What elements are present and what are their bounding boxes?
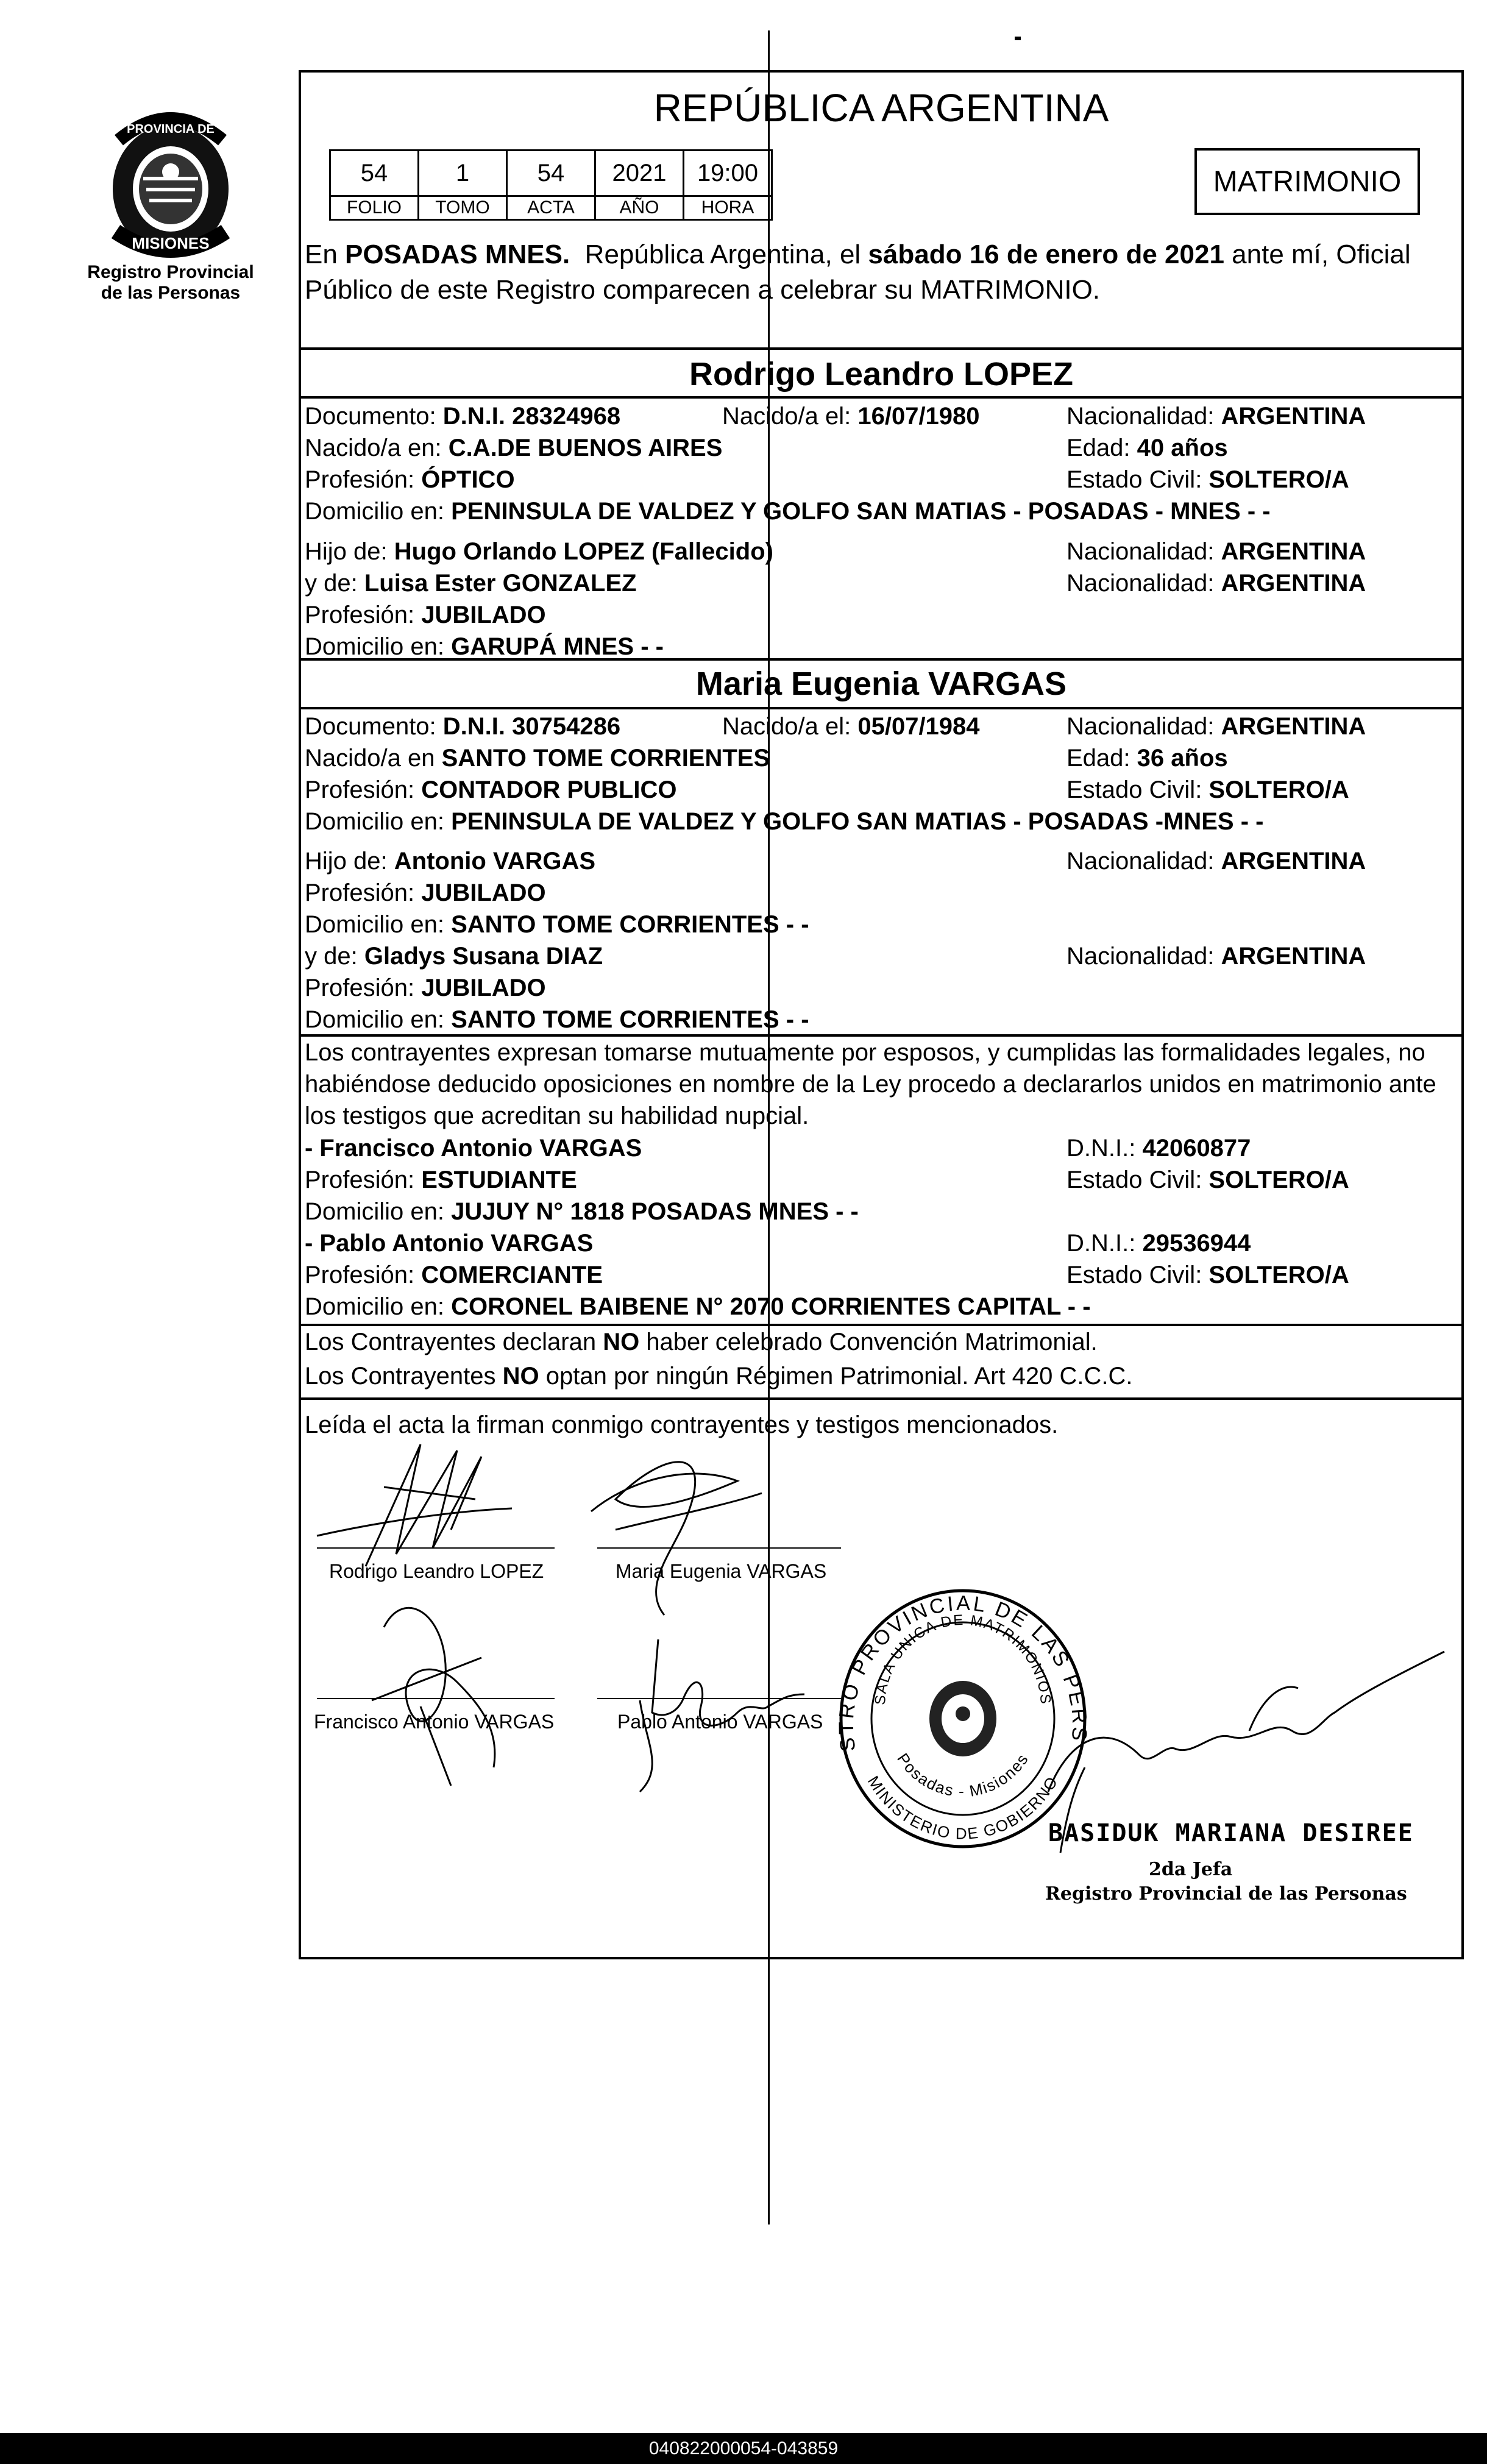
witness1-civil-status — [1066, 1164, 1349, 1196]
spouse2-father-nat: ARGENTINA — [1221, 848, 1366, 875]
label: Profesión: — [305, 602, 422, 628]
label: Nacionalidad: — [1066, 570, 1221, 597]
spouse2-born-in — [305, 742, 770, 774]
witness2-dni-value: 29536944 — [1142, 1230, 1251, 1257]
official-org: Registro Provincial de las Personas — [1045, 1883, 1407, 1905]
official-role: 2da Jefa — [1149, 1859, 1233, 1880]
intro-place: POSADAS MNES. — [345, 240, 570, 269]
hora-value: 19:00 — [684, 151, 772, 196]
spouse1-birthdate: 16/07/1980 — [857, 403, 980, 430]
divider — [299, 1397, 1464, 1400]
label: y de: — [305, 943, 364, 970]
spouse2-mother-nationality — [1066, 940, 1366, 972]
acta-value: 54 — [507, 151, 595, 196]
regime-text: optan por ningún Régimen Patrimonial. Art 420 C.C.C. — [539, 1363, 1133, 1390]
label: Documento: — [305, 713, 443, 740]
label: D.N.I.: — [1066, 1230, 1143, 1257]
regime-no: NO — [502, 1363, 539, 1390]
seal-caption-line2: de las Personas — [101, 283, 241, 303]
label: Nacido/a el: — [722, 713, 858, 740]
official-stamp — [835, 1591, 1091, 1847]
witness2-name — [305, 1227, 593, 1259]
regime-text: Los Contrayentes — [305, 1363, 503, 1390]
spouse2-name: Maria Eugenia VARGAS — [695, 666, 1067, 702]
divider — [299, 347, 1464, 350]
logo-text-top: PROVINCIA DE — [127, 122, 215, 136]
witness1-dni — [1066, 1132, 1251, 1164]
act-type-box — [1194, 148, 1420, 215]
page-title: REPÚBLICA ARGENTINA — [653, 86, 1109, 130]
spouse2-mother-name: Gladys Susana DIAZ — [364, 943, 603, 970]
anio-label: AÑO — [595, 196, 684, 220]
spouse1-born-in — [305, 432, 722, 464]
spouse1-birthplace: C.A.DE BUENOS AIRES — [448, 435, 723, 461]
svg-text:Posadas - Misiones — [893, 1750, 1032, 1800]
signature-name-maria: Maria Eugenia VARGAS — [616, 1560, 827, 1582]
spouse2-born-on — [722, 711, 980, 742]
label: Domicilio en: — [305, 911, 452, 938]
spouse1-document — [305, 400, 620, 432]
witness2-prof: COMERCIANTE — [421, 1262, 603, 1288]
spouse2-document — [305, 711, 620, 742]
spouse1-parents-profession — [305, 599, 546, 631]
spouse2-addr: PENINSULA DE VALDEZ Y GOLFO SAN MATIAS - POSADAS -MNES - - — [451, 808, 1264, 835]
label: Nacido/a en — [305, 745, 442, 772]
stamp-outer-text: STRO PROVINCIAL DE LAS PERS — [834, 1591, 1091, 1753]
spouse1-address — [305, 495, 1271, 527]
declaration-line2: habiéndose deducido oposiciones en nombre de la Ley procedo a declararlos unidos en matrimonio ante — [305, 1071, 1436, 1098]
signatures-area — [299, 1426, 1464, 1926]
spouse2-nationality — [1066, 711, 1366, 742]
witness2-name-value: - Pablo Antonio VARGAS — [305, 1230, 594, 1257]
witness2-profession — [305, 1259, 603, 1291]
spouse1-age-value: 40 años — [1137, 435, 1228, 461]
spouse2-birthplace: SANTO TOME CORRIENTES — [441, 745, 770, 772]
label: Nacido/a en: — [305, 435, 449, 461]
stamp-city-text: Posadas - Misiones — [893, 1750, 1032, 1801]
spouse2-address — [305, 806, 1263, 837]
intro-line2: Público de este Registro comparecen a celebrar su MATRIMONIO. — [305, 275, 1101, 305]
spouse1-dni: D.N.I. 28324968 — [442, 403, 621, 430]
label: Estado Civil: — [1066, 776, 1209, 803]
intro-date: sábado 16 de enero de 2021 — [868, 240, 1224, 269]
spouse2-father-nationality — [1066, 845, 1366, 877]
label: Estado Civil: — [1066, 466, 1209, 493]
spouse2-father-name: Antonio VARGAS — [394, 848, 596, 875]
folio-value: 54 — [330, 151, 419, 196]
spouse1-father-name: Hugo Orlando LOPEZ (Fallecido) — [394, 538, 773, 565]
seal-caption-line1: Registro Provincial — [87, 262, 254, 282]
label: Profesión: — [305, 466, 422, 493]
spouse1-civil-status — [1066, 464, 1349, 495]
tomo-label: TOMO — [419, 196, 507, 220]
declaration-line1: Los contrayentes expresan tomarse mutuamente por esposos, y cumplidas las formalidades legales, no — [305, 1039, 1425, 1066]
spouse1-profession — [305, 464, 515, 495]
signature-francisco — [372, 1608, 495, 1786]
spouse1-name: Rodrigo Leandro LOPEZ — [689, 356, 1073, 392]
label: Nacionalidad: — [1066, 943, 1221, 970]
spouse1-civil: SOLTERO/A — [1208, 466, 1349, 493]
label: Nacionalidad: — [1066, 538, 1221, 565]
label: Nacionalidad: — [1066, 713, 1221, 740]
witness2-dni — [1066, 1227, 1251, 1259]
act-type-label: MATRIMONIO — [1213, 165, 1402, 198]
spouse2-mother-nat: ARGENTINA — [1221, 943, 1366, 970]
witness1-addr: JUJUY N° 1818 POSADAS MNES - - — [451, 1198, 859, 1225]
registry-seal — [73, 104, 268, 304]
label: Hijo de: — [305, 848, 394, 875]
spouse1-parents-addr: GARUPÁ MNES - - — [451, 633, 664, 660]
spouse1-mother-nationality — [1066, 567, 1366, 599]
spouse2-birthdate: 05/07/1984 — [857, 713, 980, 740]
label: Profesión: — [305, 879, 422, 906]
label: Domicilio en: — [305, 1198, 452, 1225]
document-id-bar — [0, 2433, 1487, 2464]
divider — [299, 396, 1464, 399]
label: y de: — [305, 570, 364, 597]
witness1-dni-value: 42060877 — [1142, 1135, 1251, 1162]
intro-text: República Argentina, el — [570, 240, 868, 269]
spouse2-prof: CONTADOR PUBLICO — [421, 776, 677, 803]
spouse1-mother-name: Luisa Ester GONZALEZ — [364, 570, 637, 597]
witness2-civil-status — [1066, 1259, 1349, 1291]
intro-text: En — [305, 240, 346, 269]
regime-line1 — [305, 1326, 1098, 1358]
provincia-misiones-emblem-icon — [94, 104, 247, 262]
witness2-address — [305, 1291, 1091, 1323]
closing-text: Leída el acta la firman conmigo contrayentes y testigos mencionados. — [305, 1411, 1059, 1438]
regime-text: Los Contrayentes declaran — [305, 1329, 603, 1355]
hora-label: HORA — [684, 196, 772, 220]
spouse2-mother-profession — [305, 972, 546, 1004]
spouse1-father — [305, 536, 773, 567]
label: Profesión: — [305, 1262, 422, 1288]
spouse2-mother-prof: JUBILADO — [421, 975, 546, 1001]
regime-line2 — [305, 1360, 1133, 1392]
label: Domicilio en: — [305, 498, 452, 525]
spouse2-profession — [305, 774, 676, 806]
label: Profesión: — [305, 776, 422, 803]
spouse2-father-prof: JUBILADO — [421, 879, 546, 906]
stamp-bottom-text: MINISTERIO DE GOBIERNO — [864, 1772, 1062, 1843]
label: Documento: — [305, 403, 443, 430]
spouse2-age-value: 36 años — [1137, 745, 1228, 772]
spouse2-father-addr: SANTO TOME CORRIENTES - - — [451, 911, 809, 938]
divider — [299, 707, 1464, 709]
label: Nacionalidad: — [1066, 848, 1221, 875]
witness1-address — [305, 1196, 859, 1227]
label: Domicilio en: — [305, 633, 452, 660]
witness1-name-value: - Francisco Antonio VARGAS — [305, 1135, 642, 1162]
spouse1-born-on — [722, 400, 980, 432]
spouse1-father-nationality — [1066, 536, 1366, 567]
witness2-addr: CORONEL BAIBENE N° 2070 CORRIENTES CAPITAL - - — [451, 1293, 1091, 1320]
regime-text: haber celebrado Convención Matrimonial. — [639, 1329, 1098, 1355]
label: Estado Civil: — [1066, 1166, 1209, 1193]
logo-text-bottom: MISIONES — [132, 234, 210, 252]
spouse1-mother-nat: ARGENTINA — [1221, 570, 1366, 597]
anio-value: 2021 — [595, 151, 684, 196]
registry-table — [329, 149, 773, 221]
witness2-civil: SOLTERO/A — [1208, 1262, 1349, 1288]
spouse2-mother-addr: SANTO TOME CORRIENTES - - — [451, 1006, 809, 1033]
signature-name-pablo: Pablo Antonio VARGAS — [617, 1711, 823, 1733]
label: Estado Civil: — [1066, 1262, 1209, 1288]
spouse1-nationality — [1066, 400, 1366, 432]
label: Nacido/a el: — [722, 403, 858, 430]
intro-text: ante mí, Oficial — [1224, 240, 1411, 269]
label: Edad: — [1066, 435, 1137, 461]
divider — [299, 658, 1464, 661]
regime-no: NO — [603, 1329, 640, 1355]
spouse1-addr: PENINSULA DE VALDEZ Y GOLFO SAN MATIAS - POSADAS - MNES - - — [451, 498, 1271, 525]
label: Domicilio en: — [305, 1006, 452, 1033]
document-id: 040822000054-043859 — [648, 2438, 839, 2459]
witness1-profession — [305, 1164, 577, 1196]
spouse2-mother-address — [305, 1004, 809, 1035]
acta-label: ACTA — [507, 196, 595, 220]
tomo-value: 1 — [419, 151, 507, 196]
signature-maria — [591, 1462, 762, 1615]
spouse2-father-address — [305, 909, 809, 940]
label: Edad: — [1066, 745, 1137, 772]
spouse1-father-nat: ARGENTINA — [1221, 538, 1366, 565]
label: Domicilio en: — [305, 1293, 452, 1320]
official-name: BASIDUK MARIANA DESIREE — [1048, 1819, 1414, 1847]
signature-name-rodrigo: Rodrigo Leandro LOPEZ — [329, 1560, 544, 1582]
spouse2-mother — [305, 940, 603, 972]
label: Profesión: — [305, 1166, 422, 1193]
spouse2-civil: SOLTERO/A — [1208, 776, 1349, 803]
spouse1-age — [1066, 432, 1228, 464]
witness1-civil: SOLTERO/A — [1208, 1166, 1349, 1193]
stamp-inner-text: SALA UNICA DE MATRIMONIOS — [871, 1611, 1054, 1706]
label: D.N.I.: — [1066, 1135, 1143, 1162]
witness1-name — [305, 1132, 642, 1164]
spouse1-parents-prof: JUBILADO — [421, 602, 546, 628]
spouse2-nat: ARGENTINA — [1221, 713, 1366, 740]
spouse1-nat: ARGENTINA — [1221, 403, 1366, 430]
folio-label: FOLIO — [330, 196, 419, 220]
label: Domicilio en: — [305, 808, 452, 835]
witness1-prof: ESTUDIANTE — [421, 1166, 577, 1193]
spouse2-father-profession — [305, 877, 546, 909]
intro-line1 — [305, 237, 1411, 272]
spouse2-civil-status — [1066, 774, 1349, 806]
scan-mark — [1015, 37, 1021, 40]
spouse2-father — [305, 845, 595, 877]
spouse1-mother — [305, 567, 637, 599]
signature-name-francisco: Francisco Antonio VARGAS — [314, 1711, 555, 1733]
label: Nacionalidad: — [1066, 403, 1221, 430]
spouse1-prof: ÓPTICO — [421, 466, 515, 493]
label: Profesión: — [305, 975, 422, 1001]
spouse2-dni: D.N.I. 30754286 — [442, 713, 621, 740]
label: Hijo de: — [305, 538, 394, 565]
spouse2-age — [1066, 742, 1228, 774]
declaration-line3: los testigos que acreditan su habilidad nupcial. — [305, 1102, 809, 1129]
